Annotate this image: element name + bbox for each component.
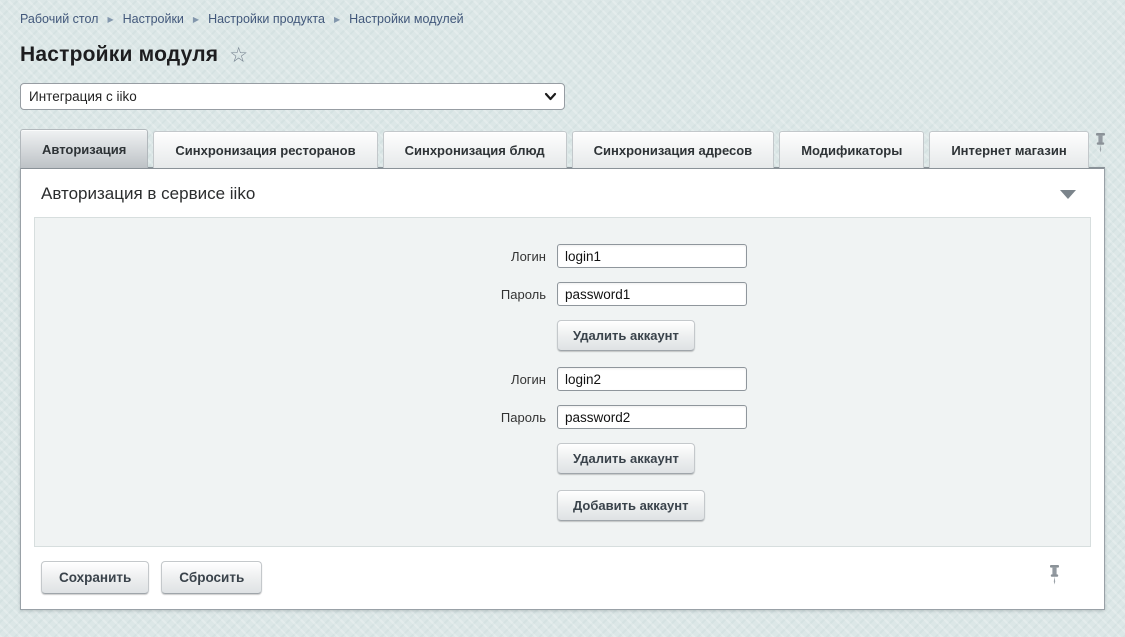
form-row-delete-2 — [35, 443, 1090, 474]
page-title: Настройки модуля — [20, 43, 219, 66]
pin-tabs-icon[interactable] — [1094, 133, 1119, 165]
favorite-star-icon[interactable]: ☆ — [229, 43, 249, 67]
add-account-button[interactable]: Добавить аккаунт — [557, 490, 705, 521]
login-1-label: Логин — [511, 249, 546, 264]
breadcrumb-arrow-icon: ▶ — [333, 14, 341, 24]
login-2-label: Логин — [511, 372, 546, 387]
section-title: Авторизация в сервисе iiko — [41, 184, 256, 203]
section-header — [21, 169, 1104, 217]
collapse-section-icon[interactable] — [1060, 190, 1076, 199]
form-row-password-1 — [35, 282, 1090, 306]
tab-online-store[interactable]: Интернет магазин — [929, 131, 1088, 168]
password-2-label: Пароль — [500, 410, 546, 425]
module-select-wrap — [20, 83, 565, 110]
delete-account-1-button[interactable]: Удалить аккаунт — [557, 320, 695, 351]
tab-sync-restaurants[interactable]: Синхронизация ресторанов — [153, 131, 377, 168]
password-1-input[interactable] — [557, 282, 747, 306]
password-2-input[interactable] — [557, 405, 747, 429]
pin-footer-icon[interactable] — [1048, 565, 1061, 591]
tab-sync-addresses[interactable]: Синхронизация адресов — [572, 131, 775, 168]
tab-modifiers[interactable]: Модификаторы — [779, 131, 924, 168]
form-row-delete-1 — [35, 320, 1090, 351]
breadcrumb-link-product-settings[interactable]: Настройки продукта — [208, 12, 325, 26]
panel-footer — [21, 547, 1104, 609]
delete-account-2-button[interactable]: Удалить аккаунт — [557, 443, 695, 474]
title-row — [20, 43, 1105, 67]
form-row-login-1 — [35, 244, 1090, 268]
form-row-password-2 — [35, 405, 1090, 429]
password-1-label: Пароль — [500, 287, 546, 302]
login-2-input[interactable] — [557, 367, 747, 391]
tab-sync-dishes[interactable]: Синхронизация блюд — [383, 131, 567, 168]
save-button[interactable]: Сохранить — [41, 561, 149, 594]
tab-bar — [20, 129, 1105, 168]
settings-panel — [20, 167, 1105, 610]
form-row-add-account — [35, 490, 1090, 521]
breadcrumb-arrow-icon: ▶ — [107, 14, 114, 24]
breadcrumb — [20, 12, 1105, 27]
login-1-input[interactable] — [557, 244, 747, 268]
form-row-login-2 — [35, 367, 1090, 391]
breadcrumb-link-desktop[interactable]: Рабочий стол — [20, 12, 99, 26]
breadcrumb-link-settings[interactable]: Настройки — [122, 12, 184, 26]
breadcrumb-link-module-settings[interactable]: Настройки модулей — [349, 12, 464, 26]
module-select[interactable] — [20, 83, 565, 110]
reset-button[interactable]: Сбросить — [161, 561, 262, 594]
authorization-form — [34, 217, 1091, 547]
tab-authorization[interactable]: Авторизация — [20, 129, 148, 168]
breadcrumb-arrow-icon: ▶ — [192, 14, 200, 24]
